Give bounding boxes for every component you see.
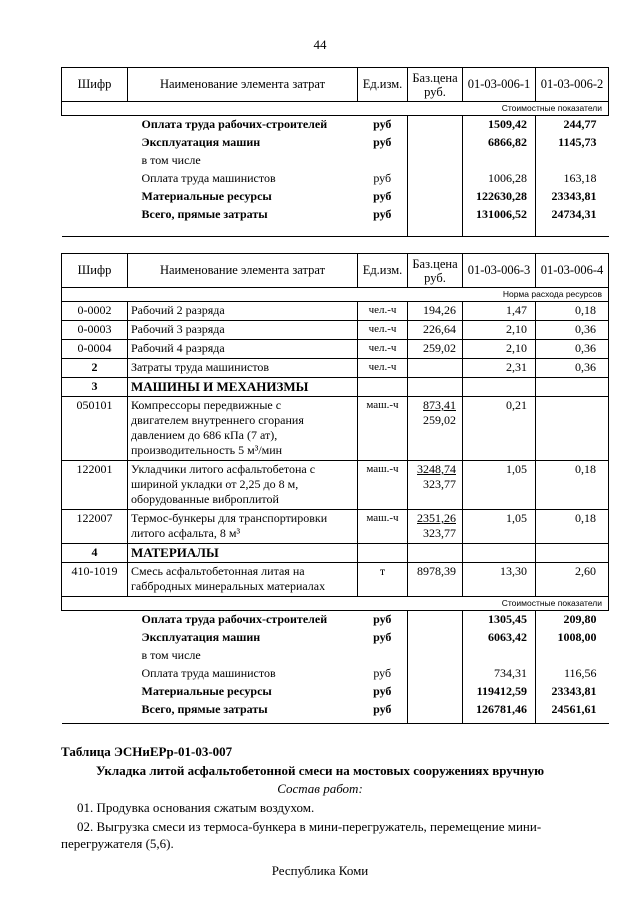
row-value-2: 163,18 bbox=[536, 170, 609, 188]
row-value-1: 1,47 bbox=[463, 302, 536, 321]
row-base-price bbox=[408, 378, 463, 397]
header-code: Шифр bbox=[62, 254, 128, 288]
row-unit: руб bbox=[373, 171, 392, 185]
row-name: Материальные ресурсы bbox=[141, 189, 272, 203]
table-row bbox=[62, 629, 609, 647]
row-code bbox=[62, 170, 128, 188]
spacer-row bbox=[62, 719, 609, 724]
row-value-2: 24561,61 bbox=[536, 701, 609, 719]
group-name: МАТЕРИАЛЫ bbox=[128, 544, 358, 563]
table-row bbox=[62, 321, 609, 340]
table-row bbox=[62, 152, 609, 170]
row-name-line: оборудованные виброплитой bbox=[131, 492, 279, 506]
row-value-1: 6866,82 bbox=[463, 134, 536, 152]
row-code: 122007 bbox=[62, 510, 128, 544]
row-unit: руб bbox=[373, 207, 392, 221]
spacer-cell bbox=[536, 224, 609, 237]
row-name: Оплата труда машинистов bbox=[141, 171, 276, 185]
row-code bbox=[62, 611, 128, 630]
row-value-1: 13,30 bbox=[463, 563, 536, 597]
row-value-1: 119412,59 bbox=[463, 683, 536, 701]
price-numerator: 873,41 bbox=[423, 398, 456, 412]
row-value-1: 122630,28 bbox=[463, 188, 536, 206]
price-denominator: 323,77 bbox=[423, 526, 456, 540]
row-value-2: 24734,31 bbox=[536, 206, 609, 224]
spacer-cell bbox=[536, 719, 609, 724]
row-name: Эксплуатация машин bbox=[141, 630, 261, 644]
spacer-cell bbox=[408, 719, 463, 724]
row-unit bbox=[358, 378, 408, 397]
row-code bbox=[62, 701, 128, 719]
row-name: Всего, прямые затраты bbox=[141, 207, 268, 221]
row-name bbox=[128, 397, 358, 461]
section-label: Норма расхода ресурсов bbox=[62, 288, 609, 302]
header-unit: Ед.изм. bbox=[358, 254, 408, 288]
table-row bbox=[62, 461, 609, 510]
row-code bbox=[62, 206, 128, 224]
price-numerator: 3248,74 bbox=[417, 462, 456, 476]
row-base-price: 226,64 bbox=[408, 321, 463, 340]
row-unit: руб bbox=[373, 630, 392, 644]
row-unit bbox=[358, 647, 408, 665]
row-unit: чел.-ч bbox=[358, 321, 408, 340]
spacer-row bbox=[62, 224, 609, 237]
row-name: Оплата труда рабочих-строителей bbox=[141, 117, 328, 131]
row-code bbox=[62, 647, 128, 665]
row-value-2: 0,18 bbox=[536, 302, 609, 321]
row-unit: руб bbox=[373, 702, 392, 716]
row-name-line: Компрессоры передвижные с bbox=[131, 398, 282, 412]
row-value-1: 1305,45 bbox=[463, 611, 536, 630]
row-name: Оплата труда рабочих-строителей bbox=[141, 612, 328, 626]
row-value-2 bbox=[536, 647, 609, 665]
row-unit: чел.-ч bbox=[358, 340, 408, 359]
row-value-2: 2,60 bbox=[536, 563, 609, 597]
row-name: в том числе bbox=[141, 648, 201, 662]
spacer-cell bbox=[463, 719, 536, 724]
section-label: Стоимостные показатели bbox=[62, 102, 609, 116]
row-value-1: 126781,46 bbox=[463, 701, 536, 719]
row-code bbox=[62, 683, 128, 701]
row-value-1: 2,10 bbox=[463, 340, 536, 359]
row-value-2: 23343,81 bbox=[536, 683, 609, 701]
header-code: Шифр bbox=[62, 68, 128, 102]
row-value-1: 131006,52 bbox=[463, 206, 536, 224]
row-name-line: шириной укладки от 2,25 до 8 м, bbox=[131, 477, 299, 491]
spacer-cell bbox=[62, 224, 128, 237]
row-name-line: литого асфальта, 8 м³ bbox=[131, 526, 241, 540]
row-code bbox=[62, 665, 128, 683]
table-row bbox=[62, 701, 609, 719]
spacer-cell bbox=[358, 224, 408, 237]
row-value-2 bbox=[536, 378, 609, 397]
row-value-1 bbox=[463, 544, 536, 563]
row-base-price bbox=[408, 701, 463, 719]
row-base-price bbox=[408, 116, 463, 135]
group-name: МАШИНЫ И МЕХАНИЗМЫ bbox=[128, 378, 358, 397]
price-numerator: 2351,26 bbox=[417, 511, 456, 525]
row-name: Материальные ресурсы bbox=[141, 684, 272, 698]
row-value-1: 1006,28 bbox=[463, 170, 536, 188]
resource-table-2 bbox=[61, 253, 609, 724]
row-value-2 bbox=[536, 397, 609, 461]
footer: Республика Коми bbox=[271, 863, 369, 878]
row-name-line: Укладчики литого асфальтобетона с bbox=[131, 462, 316, 476]
table-row bbox=[62, 611, 609, 630]
row-code: 2 bbox=[62, 359, 128, 378]
header-name: Наименование элемента затрат bbox=[128, 254, 358, 288]
row-base-price bbox=[408, 152, 463, 170]
table-row bbox=[62, 359, 609, 378]
row-value-2: 1008,00 bbox=[536, 629, 609, 647]
table-row bbox=[62, 544, 609, 563]
row-name bbox=[128, 461, 358, 510]
header-unit: Ед.изм. bbox=[358, 68, 408, 102]
row-code bbox=[62, 116, 128, 135]
row-base-price: 259,02 bbox=[408, 340, 463, 359]
table-row bbox=[62, 188, 609, 206]
spacer-cell bbox=[62, 719, 128, 724]
row-base-price bbox=[408, 611, 463, 630]
row-name: Всего, прямые затраты bbox=[141, 702, 268, 716]
table-title: Таблица ЭСНиЕРр-01-03-007 bbox=[61, 744, 233, 759]
row-unit bbox=[358, 152, 408, 170]
spacer-cell bbox=[128, 224, 358, 237]
row-value-1 bbox=[463, 152, 536, 170]
row-base-price bbox=[408, 134, 463, 152]
row-code bbox=[62, 152, 128, 170]
row-base-price bbox=[408, 359, 463, 378]
header-name: Наименование элемента затрат bbox=[128, 68, 358, 102]
row-value-1: 1,05 bbox=[463, 510, 536, 544]
row-base-price bbox=[408, 206, 463, 224]
row-base-price: 194,26 bbox=[408, 302, 463, 321]
composition-title: Состав работ: bbox=[277, 781, 363, 796]
row-value-2: 23343,81 bbox=[536, 188, 609, 206]
row-code bbox=[62, 188, 128, 206]
row-base-price bbox=[408, 629, 463, 647]
row-value-2: 0,36 bbox=[536, 340, 609, 359]
work-item: 01. Продувка основания сжатым воздухом. bbox=[77, 800, 315, 815]
row-code: 122001 bbox=[62, 461, 128, 510]
table-row bbox=[62, 340, 609, 359]
row-base-price bbox=[408, 461, 463, 510]
row-unit: маш.-ч bbox=[358, 510, 408, 544]
row-name: Оплата труда машинистов bbox=[141, 666, 276, 680]
group-code: 3 bbox=[62, 378, 128, 397]
header-base-price: Баз.цена руб. bbox=[408, 68, 463, 102]
table-row bbox=[62, 665, 609, 683]
row-value-2 bbox=[536, 152, 609, 170]
row-unit: чел.-ч bbox=[358, 359, 408, 378]
row-value-2: 0,36 bbox=[536, 321, 609, 340]
spacer-cell bbox=[463, 224, 536, 237]
row-value-1: 2,31 bbox=[463, 359, 536, 378]
row-unit: маш.-ч bbox=[358, 461, 408, 510]
row-unit: т bbox=[358, 563, 408, 597]
row-value-2: 209,80 bbox=[536, 611, 609, 630]
row-unit: чел.-ч bbox=[358, 302, 408, 321]
row-name bbox=[128, 563, 358, 597]
row-name bbox=[128, 510, 358, 544]
row-value-1: 6063,42 bbox=[463, 629, 536, 647]
table-row bbox=[62, 206, 609, 224]
table-row bbox=[62, 134, 609, 152]
row-base-price bbox=[408, 170, 463, 188]
row-name-line: габбродных минеральных материалах bbox=[131, 579, 326, 593]
row-unit bbox=[358, 544, 408, 563]
row-base-price bbox=[408, 665, 463, 683]
row-code: 0-0002 bbox=[62, 302, 128, 321]
group-code: 4 bbox=[62, 544, 128, 563]
table-row bbox=[62, 378, 609, 397]
work-item: перегружателя (5,6). bbox=[61, 836, 174, 851]
header-base-price: Баз.цена руб. bbox=[408, 254, 463, 288]
row-value-2: 116,56 bbox=[536, 665, 609, 683]
table-subtitle: Укладка литой асфальтобетонной смеси на мостовых сооружениях вручную bbox=[95, 763, 545, 778]
row-value-1: 0,21 bbox=[463, 397, 536, 461]
table-row bbox=[62, 510, 609, 544]
header-col-1: 01-03-006-1 bbox=[463, 68, 536, 102]
row-unit: руб bbox=[373, 135, 392, 149]
spacer-cell bbox=[408, 224, 463, 237]
row-name: Рабочий 2 разряда bbox=[128, 302, 358, 321]
table-header bbox=[62, 68, 609, 102]
row-value-1: 734,31 bbox=[463, 665, 536, 683]
row-code: 0-0003 bbox=[62, 321, 128, 340]
row-value-1 bbox=[463, 647, 536, 665]
header-col-4: 01-03-006-4 bbox=[536, 254, 609, 288]
row-value-2: 0,18 bbox=[536, 461, 609, 510]
row-base-price bbox=[408, 683, 463, 701]
row-name: в том числе bbox=[141, 153, 201, 167]
row-unit: руб bbox=[373, 612, 392, 626]
price-denominator: 259,02 bbox=[423, 413, 456, 427]
row-name-line: давлением до 686 кПа (7 ат), bbox=[131, 428, 278, 442]
page-number: 44 bbox=[313, 37, 327, 52]
row-name: Эксплуатация машин bbox=[141, 135, 261, 149]
section-label: Стоимостные показатели bbox=[62, 597, 609, 611]
header-col-3: 01-03-006-3 bbox=[463, 254, 536, 288]
row-value-2: 0,36 bbox=[536, 359, 609, 378]
row-value-2: 244,77 bbox=[536, 116, 609, 135]
row-value-1: 2,10 bbox=[463, 321, 536, 340]
row-unit: маш.-ч bbox=[358, 397, 408, 461]
cost-table-1 bbox=[61, 67, 609, 237]
table-row bbox=[62, 647, 609, 665]
table-row bbox=[62, 170, 609, 188]
row-value-2: 0,18 bbox=[536, 510, 609, 544]
row-value-1: 1,05 bbox=[463, 461, 536, 510]
row-code bbox=[62, 629, 128, 647]
row-base-price bbox=[408, 188, 463, 206]
table-row bbox=[62, 563, 609, 597]
row-value-2: 1145,73 bbox=[536, 134, 609, 152]
row-code bbox=[62, 134, 128, 152]
table-row bbox=[62, 116, 609, 135]
row-code: 410-1019 bbox=[62, 563, 128, 597]
price-denominator: 323,77 bbox=[423, 477, 456, 491]
work-item: 02. Выгрузка смеси из термоса-бункера в мини-перегружатель, перемещение мини- bbox=[77, 819, 542, 834]
row-name: Затраты труда машинистов bbox=[128, 359, 358, 378]
row-name: Рабочий 4 разряда bbox=[128, 340, 358, 359]
row-value-1: 1509,42 bbox=[463, 116, 536, 135]
row-name-line: производительность 5 м³/мин bbox=[131, 443, 283, 457]
row-base-price bbox=[408, 544, 463, 563]
table-header bbox=[62, 254, 609, 288]
row-value-1 bbox=[463, 378, 536, 397]
row-unit: руб bbox=[373, 117, 392, 131]
spacer-cell bbox=[128, 719, 358, 724]
row-code: 050101 bbox=[62, 397, 128, 461]
table-row bbox=[62, 397, 609, 461]
table-row bbox=[62, 302, 609, 321]
spacer-cell bbox=[358, 719, 408, 724]
header-col-2: 01-03-006-2 bbox=[536, 68, 609, 102]
row-unit: руб bbox=[373, 666, 392, 680]
row-code: 0-0004 bbox=[62, 340, 128, 359]
row-base-price: 8978,39 bbox=[408, 563, 463, 597]
row-base-price bbox=[408, 510, 463, 544]
row-name-line: Смесь асфальтобетонная литая на bbox=[131, 564, 305, 578]
row-name-line: Термос-бункеры для транспортировки bbox=[131, 511, 328, 525]
row-name-line: двигателем внутреннего сгорания bbox=[131, 413, 304, 427]
row-base-price bbox=[408, 647, 463, 665]
row-base-price bbox=[408, 397, 463, 461]
row-unit: руб bbox=[373, 189, 392, 203]
table-row bbox=[62, 683, 609, 701]
row-unit: руб bbox=[373, 684, 392, 698]
row-name: Рабочий 3 разряда bbox=[128, 321, 358, 340]
row-value-2 bbox=[536, 544, 609, 563]
